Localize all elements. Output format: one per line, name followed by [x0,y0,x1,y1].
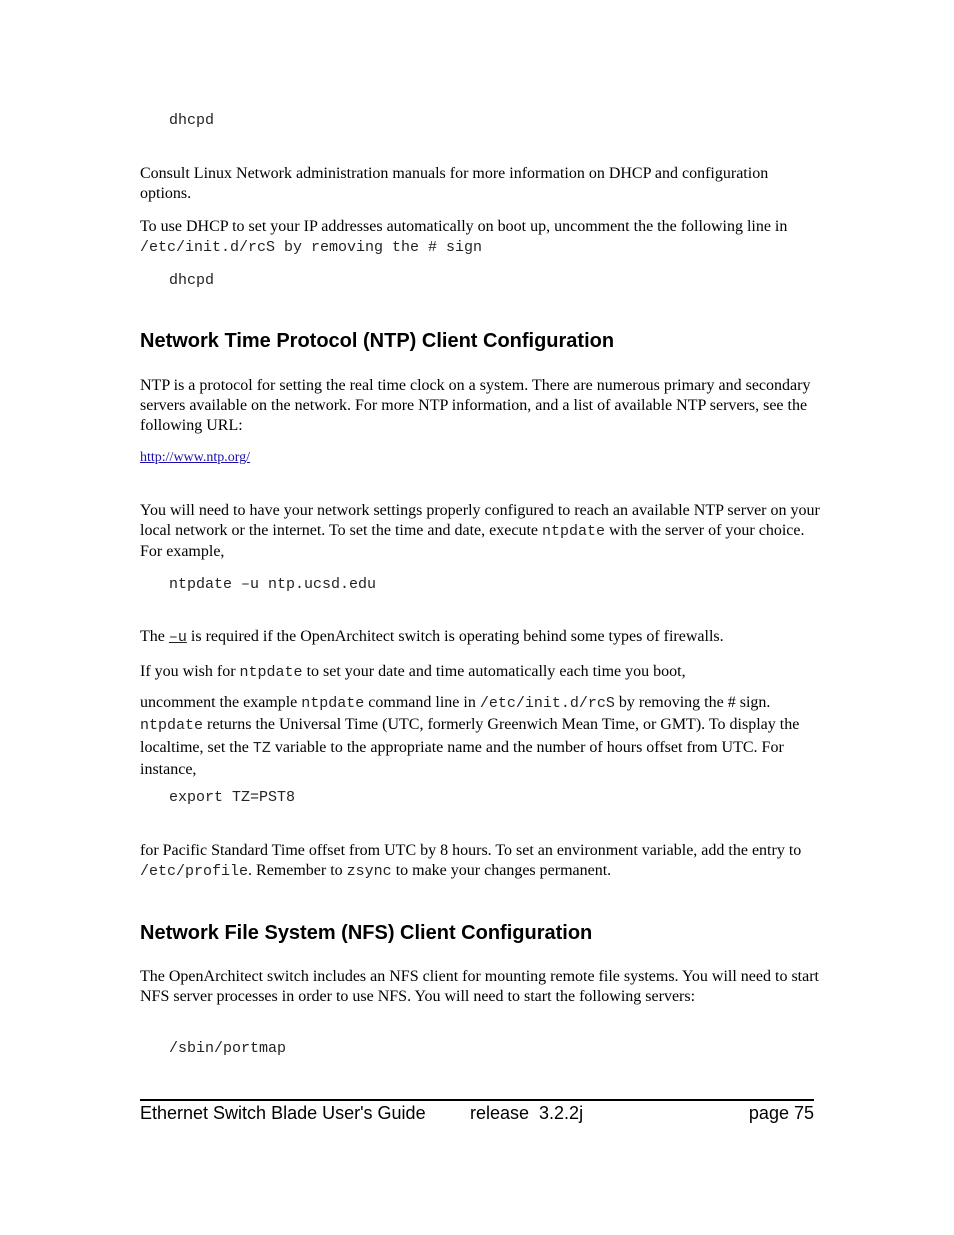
paragraph-ntp-settings [140,501,820,562]
paragraph-text: returns the Universal Time (UTC, formerly Greenwich Mean Time, or GMT). To display the localtime, set the [140,716,800,756]
ntpdate-inline: ntpdate [140,717,204,735]
paragraph-text: to set your date and time automatically each time you boot, [302,663,686,680]
paragraph-nfs-intro: The OpenArchitect switch includes an NFS client for mounting remote file systems. You will need to start NFS server processes in order to use NFS. You will need to start the following servers: [140,968,819,1005]
paragraph-text: by removing the # sign. [614,694,771,711]
paragraph-text: uncomment the example [140,694,302,711]
paragraph-dhcp-boot [140,217,820,258]
heading-nfs: Network File System (NFS) Client Configuration [140,922,593,944]
paragraph-text: The [140,628,169,645]
paragraph-text: You will need to have your network settings properly configured to reach an available NTP server on your local network or the internet. To set the time and date, execute [140,502,820,539]
u-flag-inline: –u [168,629,187,646]
code-ntpdate: ntpdate –u ntp.ucsd.edu [169,576,377,593]
paragraph-text: To use DHCP to set your IP addresses automatically on boot up, uncomment the the following line in [140,218,788,235]
code-dhcpd: dhcpd [169,272,215,289]
footer-page-number: page 75 [748,1103,814,1123]
ntpdate-inline: ntpdate [542,523,606,540]
paragraph-text: to make your changes permanent. [391,862,612,879]
code-portmap: /sbin/portmap [169,1040,287,1057]
footer-guide-title: Ethernet Switch Blade User's Guide [140,1103,426,1123]
ntp-url-link[interactable]: http://www.ntp.org/ [140,450,251,465]
footer-divider [140,1099,814,1101]
paragraph-dhcp-manuals: Consult Linux Network administration manuals for more information on DHCP and configuration options. [140,165,769,202]
paragraph-text: with the server of your choice. For example, [140,522,805,560]
paragraph-text: command line in [364,694,480,711]
ntpdate-inline: ntpdate [239,664,303,681]
zsync-inline: zsync [346,863,392,880]
code-export-tz: export TZ=PST8 [169,789,296,806]
paragraph-u-flag [140,627,820,648]
paragraph-text: variable to the appropriate name and the number of hours offset from UTC. For instance, [140,738,784,778]
code-dhcpd-top: dhcpd [169,112,215,129]
profile-path-inline: /etc/profile [140,863,249,880]
heading-ntp: Network Time Protocol (NTP) Client Configuration [140,330,615,352]
rcs-path-inline: /etc/init.d/rcS by removing the # sign [140,239,483,256]
paragraph-utc [140,692,820,780]
paragraph-text: . Remember to [248,862,347,879]
paragraph-text: for Pacific Standard Time offset from UTC by 8 hours. To set an environment variable, add the entry to [140,842,802,859]
paragraph-pst [140,841,820,882]
paragraph-ntp-intro: NTP is a protocol for setting the real time clock on a system. There are numerous primary and secondary servers available on the network. For more NTP information, and a list of available NTP servers, see the following URL: [140,377,811,434]
footer-release: release 3.2.2j [470,1103,584,1123]
tz-inline: TZ [252,739,271,757]
paragraph-text: If you wish for [140,663,240,680]
paragraph-text: is required if the OpenArchitect switch is operating behind some types of firewalls. [186,628,724,645]
rcs-path-inline: /etc/init.d/rcS [479,695,615,712]
ntpdate-inline: ntpdate [301,695,365,712]
paragraph-auto-boot [140,662,820,683]
